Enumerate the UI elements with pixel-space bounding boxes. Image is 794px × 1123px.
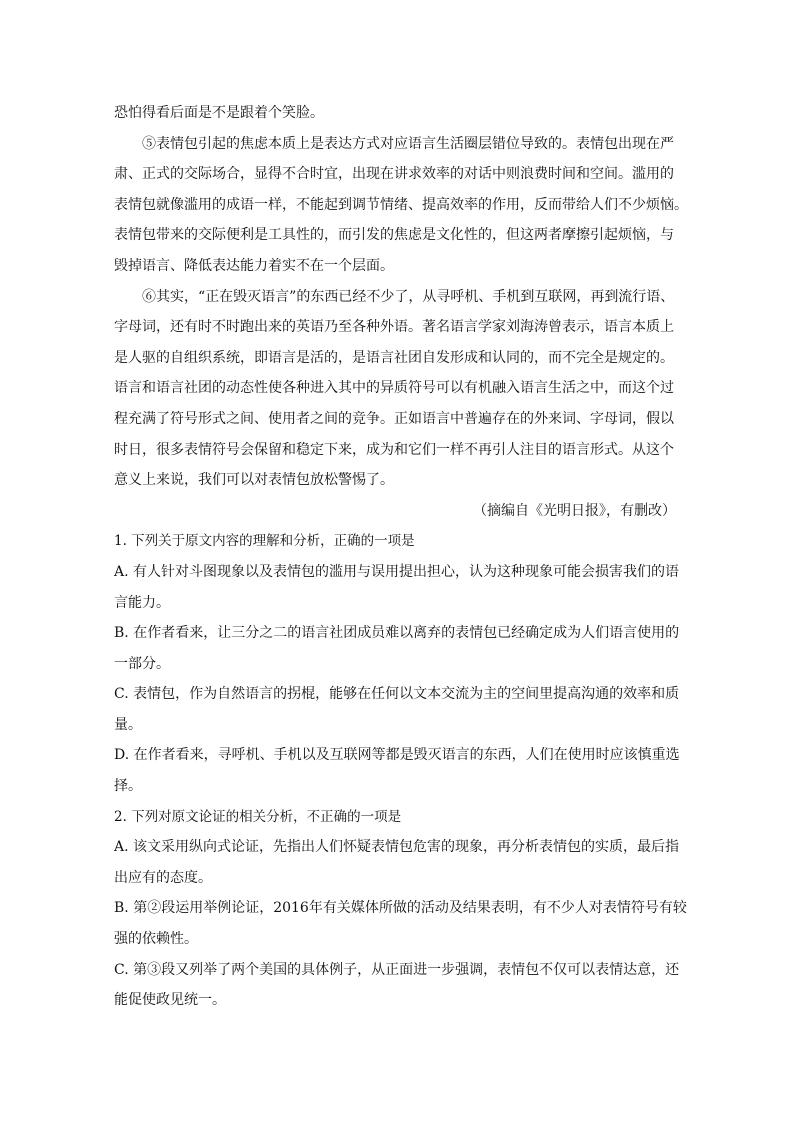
paragraph-line: 表情包就像滥用的成语一样，不能起到调节情绪、提高效率的作用，反而带给人们不少烦恼。 — [114, 196, 688, 213]
question-2-option-b: B. 第②段运用举例论证，2016年有关媒体所做的活动及结果表明，有不少人对表情符号有较 — [114, 900, 687, 917]
question-1-option-d: D. 在作者看来，寻呼机、手机以及互联网等都是毁灭语言的东西，人们在使用时应该慎重选 — [114, 747, 680, 764]
paragraph-line: 字母词，还有时不时跑出来的英语乃至各种外语。著名语言学家刘海涛曾表示，语言本质上 — [114, 319, 674, 336]
question-1-option-c: C. 表情包，作为自然语言的拐棍，能够在任何以文本交流为主的空间里提高沟通的效率和质 — [114, 686, 680, 703]
question-2-option-a: A. 该文采用纵向式论证，先指出人们怀疑表情包危害的现象，再分析表情包的实质，最后指 — [114, 839, 680, 856]
question-2-option-c-cont: 能促使政见统一。 — [114, 992, 226, 1009]
paragraph-line: 是人驱的自组织系统，即语言是活的，是语言社团自发形成和认同的，而不完全是规定的。 — [114, 349, 674, 366]
question-1-option-d-cont: 择。 — [114, 778, 142, 795]
paragraph-line: 表情包带来的交际便利是工具性的，而引发的焦虑是文化性的，但这两者摩擦引起烦恼，与 — [114, 227, 674, 244]
document-page — [114, 98, 688, 1016]
question-1-option-c-cont: 量。 — [114, 716, 142, 733]
paragraph-line: 意义上来说，我们可以对表情包放松警惕了。 — [114, 472, 394, 489]
question-2-title: 2. 下列对原文论证的相关分析，不正确的一项是 — [114, 808, 402, 825]
source-citation: （摘编自《光明日报》，有删改） — [473, 502, 676, 519]
question-2-option-b-cont: 强的依赖性。 — [114, 931, 198, 948]
paragraph-line: 毁掉语言、降低表达能力着实不在一个层面。 — [114, 257, 394, 274]
question-1-option-a-cont: 言能力。 — [114, 594, 170, 611]
question-1-option-b-cont: 一部分。 — [114, 655, 170, 672]
question-2-option-c: C. 第③段又列举了两个美国的具体例子，从正面进一步强调，表情包不仅可以表情达意，还 — [114, 961, 680, 978]
paragraph-line: 时日，很多表情符号会保留和稳定下来，成为和它们一样不再引人注目的语言形式。从这个 — [114, 441, 674, 458]
paragraph-line: 语言和语言社团的动态性使各种进入其中的异质符号可以有机融入语言生活之中，而这个过 — [114, 380, 674, 397]
paragraph-line: 恐怕得看后面是不是跟着个笑脸。 — [114, 105, 324, 121]
question-1-option-a: A. 有人针对斗图现象以及表情包的滥用与误用提出担心，认为这种现象可能会损害我们的语 — [114, 563, 680, 580]
question-1-option-b: B. 在作者看来，让三分之二的语言社团成员难以离弃的表情包已经确定成为人们语言使用的 — [114, 625, 680, 642]
paragraph-line: 肃、正式的交际场合，显得不合时宜，出现在讲求效率的对话中则浪费时间和空间。滥用的 — [114, 166, 674, 183]
question-2-option-a-cont: 出应有的态度。 — [114, 869, 212, 886]
paragraph-line: 程充满了符号形式之间、使用者之间的竞争。正如语言中普遍存在的外来词、字母词，假以 — [114, 410, 674, 427]
paragraph-line: ⑥其实，“正在毁灭语言”的东西已经不少了，从寻呼机、手机到互联网，再到流行语、 — [142, 288, 675, 305]
question-1-title: 1. 下列关于原文内容的理解和分析，正确的一项是 — [114, 533, 415, 550]
paragraph-line: ⑤表情包引起的焦虑本质上是表达方式对应语言生活圈层错位导致的。表情包出现在严 — [142, 135, 674, 152]
